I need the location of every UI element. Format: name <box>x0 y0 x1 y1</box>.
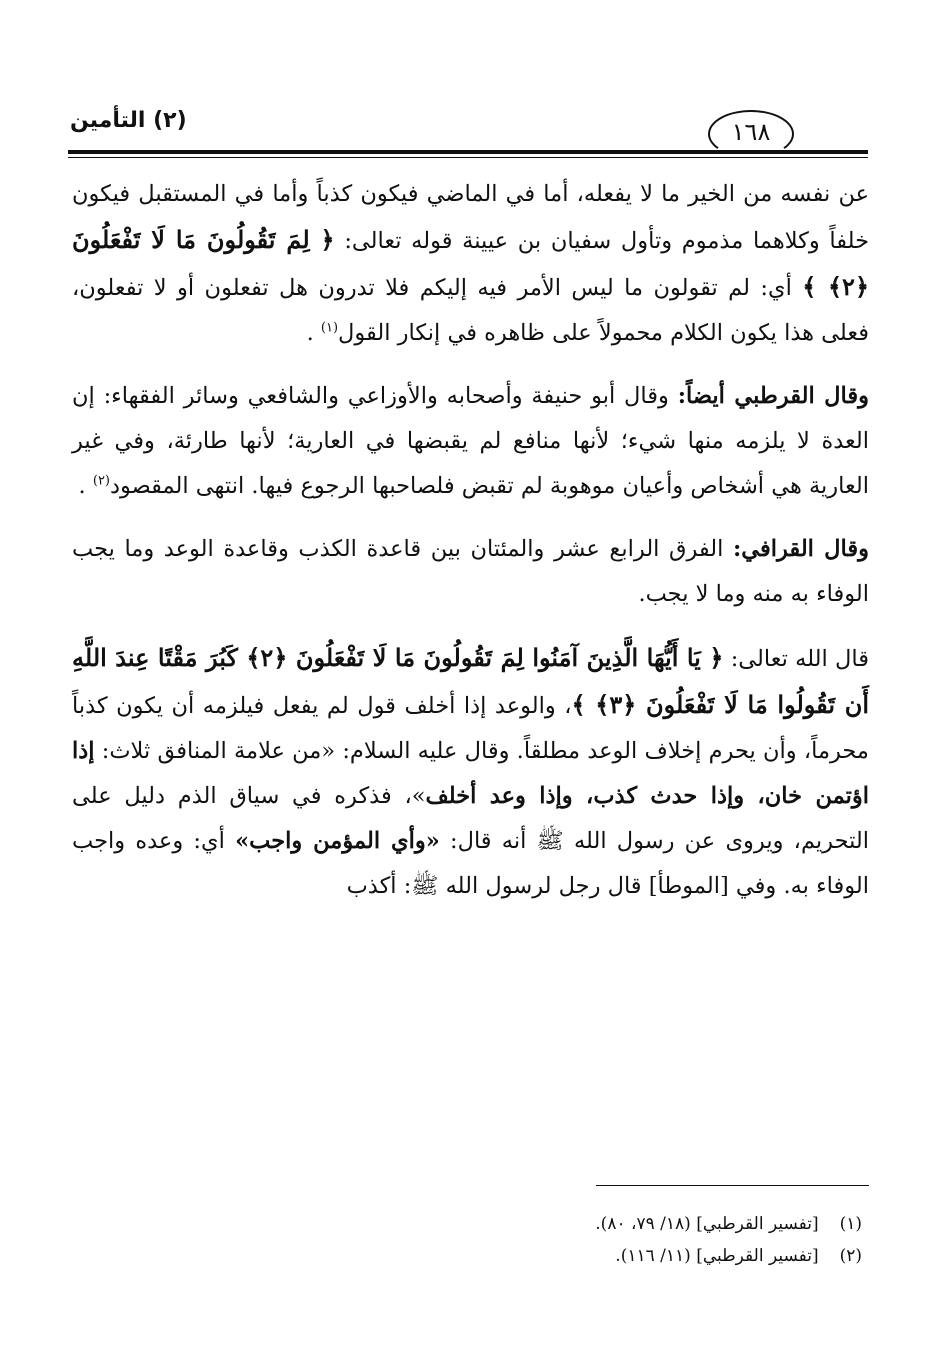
p2-end: . <box>78 473 86 499</box>
paragraph-3 <box>72 527 869 617</box>
p1-text: عن نفسه من الخير ما لا يفعله، أما في الماضي فيكون كذباً وأما في المستقبل فيكون خلفاً وكلاهما مذموم وتأول سفيان بن عيينة قوله تعالى: <box>72 181 869 254</box>
hadith-text: إذا اؤتمن خان، وإذا حدث كذب، وإذا وعد أخلف <box>72 738 869 809</box>
paragraph-2 <box>72 374 869 509</box>
p2-text: وقال أبو حنيفة وأصحابه والأوزاعي والشافعي وسائر الفقهاء: إن العدة لا يلزمه منها شيء؛ لأنها منافع لم يقبضها في العارية؛ لأنها طارئة، وفي غير العارية هي أشخاص وأعيان موهوبة لم تقبض فلصاحبها الرجوع فيها. انتهى المقصود <box>72 383 869 499</box>
footnote-rule <box>596 1185 869 1186</box>
header-rule-thick <box>68 150 868 154</box>
running-header-title: (٢) التأمين <box>70 108 187 133</box>
footnote-number: (١) <box>839 1214 862 1234</box>
paragraph-1 <box>72 172 869 356</box>
p2-lead: وقال القرطبي أيضاً: <box>677 383 870 409</box>
p1-end: . <box>306 320 314 346</box>
p4-text: قال الله تعالى: <box>730 646 870 672</box>
footnote-text: [تفسير القرطبي] (١٨/ ٧٩، ٨٠). <box>595 1214 819 1234</box>
footnote-ref-1[interactable]: (١) <box>320 320 339 336</box>
paragraph-4 <box>72 635 869 909</box>
footnote-1 <box>72 1208 862 1240</box>
p4-text-4: أي: وعده واجب الوفاء به. وفي [الموطأ] قال رجل لرسول الله ﷺ: أكذب <box>72 828 869 899</box>
footnotes <box>72 1208 862 1272</box>
p3-text: الفرق الرابع عشر والمئتان بين قاعدة الكذب وقاعدة الوعد وما يجب الوفاء به منه وما لا يجب. <box>72 536 869 607</box>
main-text <box>72 172 869 909</box>
footnote-text: [تفسير القرطبي] (١١/ ١١٦). <box>615 1246 819 1266</box>
quran-verse: ﴿ لِمَ تَقُولُونَ مَا لَا تَفْعَلُونَ ﴿٢﴾ ﴾ <box>72 225 869 301</box>
p4-text-2: ، والوعد إذا أخلف قول لم يفعل فيلزمه أن يكون كذباً محرماً، وأن يحرم إخلاف الوعد مطلقاً. وقال عليه السلام: «من علامة المنافق ثلاث: <box>72 693 869 764</box>
p4-text-3: »، فذكره في سياق الذم دليل على التحريم، ويروى عن رسول الله ﷺ أنه قال: <box>72 783 870 854</box>
hadith-text-2: «وأي المؤمن واجب» <box>235 828 440 854</box>
footnote-number: (٢) <box>839 1246 862 1266</box>
header-rule-thin <box>68 157 868 158</box>
page-number: ١٦٨ <box>731 118 771 146</box>
quran-verse-2: ﴿ يَا أَيُّهَا الَّذِينَ آمَنُوا لِمَ تَقُولُونَ مَا لَا تَفْعَلُونَ ﴿٢﴾ كَبُرَ مَقْتًا عِندَ اللَّهِ أَن تَقُولُوا مَا لَا تَفْعَلُونَ ﴿٣﴾ ﴾ <box>72 643 870 719</box>
p3-lead: وقال القرافي: <box>732 536 869 562</box>
footnote-ref-2[interactable]: (٢) <box>92 473 110 489</box>
p1-text-2: أي: لم تقولون ما ليس الأمر فيه إليكم فلا تدرون هل تفعلون أو لا تفعلون، فعلى هذا يكون الكلام محمولاً على ظاهره في إنكار القول <box>72 275 869 346</box>
footnote-2 <box>72 1240 862 1272</box>
